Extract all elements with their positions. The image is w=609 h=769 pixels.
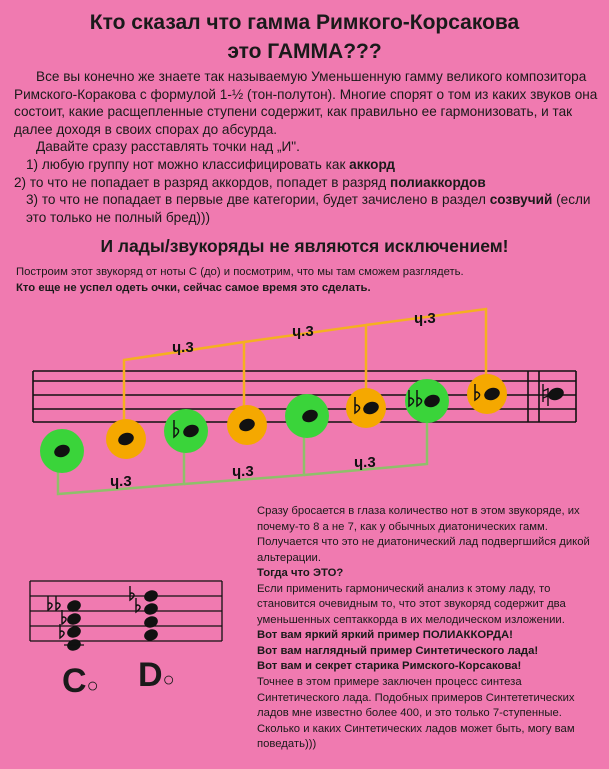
orange-connectors	[124, 309, 486, 432]
interval-label: ɥ.3	[232, 463, 254, 480]
flat-icon	[417, 390, 422, 406]
note-highlight	[467, 374, 507, 414]
noteheads	[52, 386, 565, 460]
intro-paragraph: Все вы конечно же знаете так называемую Уменьшенную гамму великого композитора Римского-Коракова с формулой 1-½ (тон-полутон). Многие спорят о том из каких звуков она состоит, какие расщепленные ступени содержит, как правильно ее гармонизовать, и так далее доходя в своих спорах до абсурда.	[14, 69, 598, 137]
explanation-text: Сразу бросается в глаза количество нот в этом звукоряде, их почему-то 8 а не 7, как у обычных диатонических гамм. Получается что это не диатонический лад подвергшийся дикой альтерации. Тогда что ЭТО? Если применить гармонический анализ к этому ладу, то становится очевидным то, что этот звукоряд содержит два уменьшенных септаккорда в их мелодическом изложении. Вот вам яркий яркий пример ПОЛИАККОРДА! Вот вам наглядный пример Синтетического лада! Вот вам и секрет старика Римского-Корсакова! Точнее в этом примере заключен процесс синтеза Синтетического лада. Подобных примеров Синтететических ладов мне известно более 400, и это только 7-ступенные. Сколько и каких Синтетических ладов может быть, могу вам поведать)))	[257, 505, 590, 751]
note	[52, 443, 71, 460]
staff-lines	[33, 371, 576, 422]
chord-label-d: D○	[138, 656, 175, 694]
intro-dots: Давайте сразу расставлять точки над „И".	[36, 139, 300, 155]
chord-staff-lines	[30, 581, 222, 641]
note-highlight	[40, 429, 84, 473]
note-highlight	[164, 409, 208, 453]
list-item-1: 1) любую группу нот можно классифицировать как аккорд	[26, 156, 396, 172]
list-item-3: 3) то что не попадает в первые две категории, будет зачислено в раздел созвучий (если это только не полный бред)))	[26, 192, 591, 225]
interval-label: ɥ.3	[110, 473, 132, 490]
chord-d-notes	[143, 588, 160, 642]
note	[116, 431, 135, 448]
interval-label: ɥ.3	[354, 454, 376, 471]
chord-label-c: C○	[62, 662, 99, 700]
flat-icon	[475, 384, 480, 400]
build-text: Построим этот звукоряд от ноты С (до) и посмотрим, что мы там сможем разглядеть. Кто еще не успел одеть очки, сейчас самое время это сделать.	[16, 266, 464, 294]
note-highlights	[40, 374, 507, 473]
note	[361, 400, 380, 417]
page-title: Кто сказал что гамма Римкого-Корсакова это ГАММА???	[89, 11, 520, 63]
note-highlight	[346, 388, 386, 428]
flat-icons	[174, 384, 480, 437]
chord-c-notes	[64, 598, 84, 652]
note-highlight	[285, 394, 329, 438]
flat-icon	[174, 420, 179, 437]
natural-icon	[543, 384, 548, 406]
barlines	[33, 371, 576, 422]
green-connectors	[58, 420, 427, 494]
note	[237, 417, 256, 434]
note	[181, 423, 200, 440]
interval-label: ɥ.3	[414, 310, 436, 327]
intro-text	[14, 68, 604, 226]
list-item-2: 2) то что не попадает в разряд аккордов, попадет в разряд полиаккордов	[14, 174, 486, 190]
note-highlight	[106, 419, 146, 459]
flat-icon	[409, 390, 414, 406]
note-highlight	[405, 379, 449, 423]
note	[422, 393, 441, 410]
note	[546, 386, 565, 403]
note	[300, 408, 319, 425]
note	[482, 386, 501, 403]
flat-icon	[355, 397, 360, 413]
chord-c-flats	[48, 596, 66, 638]
interval-label: ɥ.3	[292, 323, 314, 340]
section-heading: И лады/звукоряды не являются исключением!	[100, 236, 509, 256]
note-highlight	[227, 405, 267, 445]
interval-label: ɥ.3	[172, 339, 194, 356]
chord-d-flats	[130, 586, 140, 612]
